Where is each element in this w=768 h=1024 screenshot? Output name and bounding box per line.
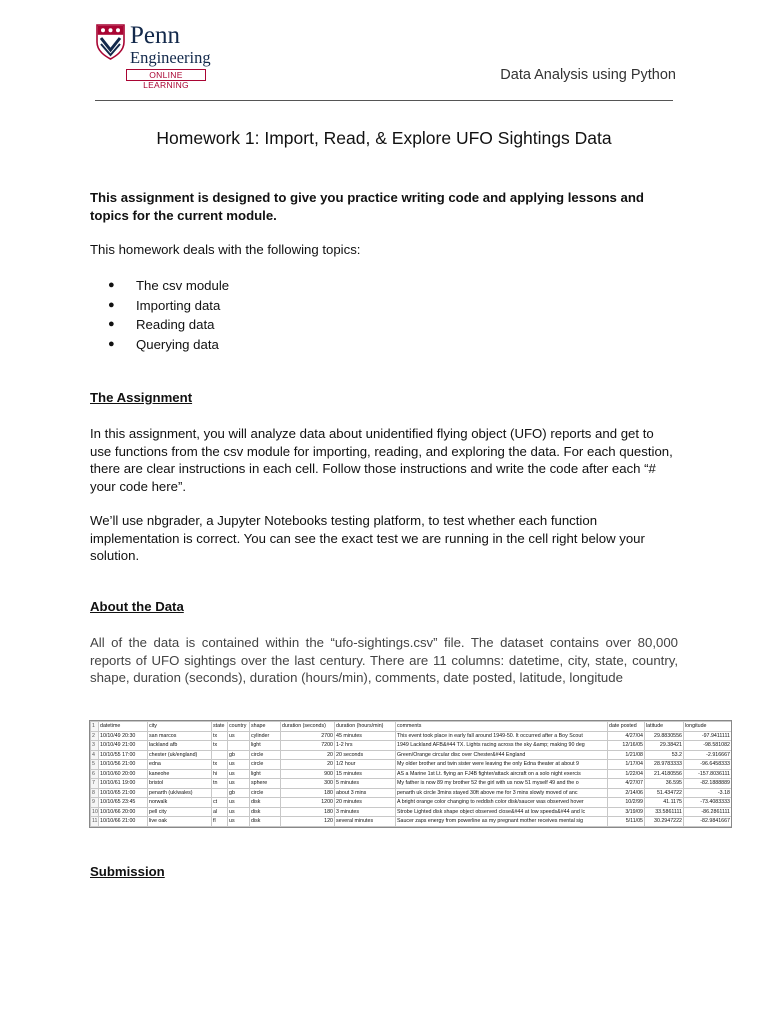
table-cell: fl	[212, 817, 228, 827]
table-cell: us	[228, 731, 250, 741]
table-cell: about 3 mins	[335, 788, 396, 798]
table-cell: us	[228, 817, 250, 827]
table-row	[91, 798, 732, 808]
table-cell: 1949 Lackland AFB&#44 TX. Lights racing across the sky &amp; making 90 deg	[396, 741, 608, 751]
table-cell: 10/2/99	[608, 798, 645, 808]
header-cell: longitude	[684, 722, 732, 732]
header-divider	[95, 100, 673, 101]
table-cell: 1200	[281, 798, 335, 808]
table-cell: 4/27/07	[608, 779, 645, 789]
table-cell: norwalk	[148, 798, 212, 808]
header-cell: shape	[250, 722, 281, 732]
table-row	[91, 731, 732, 741]
table-cell: gb	[228, 750, 250, 760]
table-cell: tx	[212, 731, 228, 741]
table-cell: 300	[281, 779, 335, 789]
row-number-cell: 9	[91, 798, 99, 808]
header-cell: comments	[396, 722, 608, 732]
table-cell: -97.9411111	[684, 731, 732, 741]
data-table	[90, 721, 732, 827]
penn-shield-icon	[96, 24, 125, 60]
table-cell: 28.9783333	[645, 760, 684, 770]
table-body	[91, 722, 732, 827]
document-title: Homework 1: Import, Read, & Explore UFO Sightings Data	[156, 128, 612, 148]
table-cell: 1/21/08	[608, 750, 645, 760]
table-cell: lackland afb	[148, 741, 212, 751]
table-row	[91, 807, 732, 817]
table-cell: penarth uk circle 3mins stayed 30ft above me for 3 mins slowly moved of anc	[396, 788, 608, 798]
table-cell: 36.595	[645, 779, 684, 789]
table-row	[91, 788, 732, 798]
table-cell: us	[228, 798, 250, 808]
table-cell: 51.434722	[645, 788, 684, 798]
table-cell: chester (uk/england)	[148, 750, 212, 760]
row-number-cell: 7	[91, 779, 99, 789]
table-cell: This event took place in early fall around 1949-50. It occurred after a Boy Scout	[396, 731, 608, 741]
table-cell: cylinder	[250, 731, 281, 741]
table-cell: -82.1888889	[684, 779, 732, 789]
row-number-cell: 1	[91, 722, 99, 732]
table-cell: disk	[250, 807, 281, 817]
table-cell: -98.581082	[684, 741, 732, 751]
table-cell: live oak	[148, 817, 212, 827]
topics-lead: This homework deals with the following topics:	[90, 242, 361, 257]
table-cell	[212, 788, 228, 798]
table-cell: 2/14/06	[608, 788, 645, 798]
table-cell: 1/17/04	[608, 760, 645, 770]
table-cell: 30.2947222	[645, 817, 684, 827]
table-cell: tx	[212, 741, 228, 751]
table-cell: disk	[250, 817, 281, 827]
table-cell: My father is now 89 my brother 52 the girl with us now 51 myself 49 and the o	[396, 779, 608, 789]
assignment-paragraph-2: We’ll use nbgrader, a Jupyter Notebooks testing platform, to test whether each function implementation is correct. You can see the exact test we are running in the cell right below your solution.	[90, 513, 645, 563]
table-cell: 3 minutes	[335, 807, 396, 817]
table-cell: several minutes	[335, 817, 396, 827]
row-number-cell: 4	[91, 750, 99, 760]
table-cell: circle	[250, 760, 281, 770]
table-cell: A bright orange color changing to reddish color disk/saucer was observed hover	[396, 798, 608, 808]
ufo-data-spreadsheet-image	[89, 720, 732, 828]
table-cell: -2.916667	[684, 750, 732, 760]
table-cell: 10/10/49 21:00	[99, 741, 148, 751]
table-cell: san marcos	[148, 731, 212, 741]
logo-engineering-text: Engineering	[130, 48, 211, 67]
table-cell: 10/10/49 20:30	[99, 731, 148, 741]
table-cell: gb	[228, 788, 250, 798]
table-cell: disk	[250, 798, 281, 808]
row-number-cell: 2	[91, 731, 99, 741]
row-number-cell: 6	[91, 769, 99, 779]
table-cell: 21.4180556	[645, 769, 684, 779]
about-data-heading: About the Data	[90, 599, 184, 614]
table-cell: 15 minutes	[335, 769, 396, 779]
table-cell: 7200	[281, 741, 335, 751]
table-row	[91, 779, 732, 789]
table-cell: Strobe Lighted disk shape object observed close&#44 at low speeds&#44 and lc	[396, 807, 608, 817]
table-cell: penarth (uk/wales)	[148, 788, 212, 798]
table-cell: -73.4083333	[684, 798, 732, 808]
table-cell: bristol	[148, 779, 212, 789]
table-cell: 53.2	[645, 750, 684, 760]
table-cell: -86.2861111	[684, 807, 732, 817]
intro-paragraph: This assignment is designed to give you practice writing code and applying lessons and topics for the current module.	[90, 190, 644, 223]
table-cell: us	[228, 779, 250, 789]
row-number-cell: 3	[91, 741, 99, 751]
row-number-cell: 10	[92, 808, 98, 815]
table-cell: 10/10/61 19:00	[99, 779, 148, 789]
table-row	[91, 817, 732, 827]
penn-engineering-logo	[96, 22, 216, 90]
table-cell: -157.8036111	[684, 769, 732, 779]
table-cell: circle	[250, 750, 281, 760]
table-cell: -96.6458333	[684, 760, 732, 770]
table-cell: 33.5861111	[645, 807, 684, 817]
table-cell: -3.18	[684, 788, 732, 798]
table-cell: 10/10/66 20:00	[99, 807, 148, 817]
table-cell: ct	[212, 798, 228, 808]
about-data-paragraph: All of the data is contained within the “ufo-sightings.csv” file. The dataset contains over 80,000 reports of UFO sightings over the last century. There are 11 columns: datetime, city, state, country, shape, duration (seconds), duration (hours/min), comments, date posted, latitude, longitude	[90, 635, 678, 685]
table-cell: 29.38421	[645, 741, 684, 751]
table-cell: hi	[212, 769, 228, 779]
table-cell: us	[228, 807, 250, 817]
header-cell: state	[212, 722, 228, 732]
table-cell: edna	[148, 760, 212, 770]
header-cell: duration (hours/min)	[335, 722, 396, 732]
table-cell: 4/27/04	[608, 731, 645, 741]
table-row	[91, 760, 732, 770]
list-item: ● Importing data	[108, 296, 229, 316]
assignment-heading: The Assignment	[90, 390, 193, 405]
header-cell: datetime	[99, 722, 148, 732]
table-cell: pell city	[148, 807, 212, 817]
table-cell: 180	[281, 807, 335, 817]
table-cell	[228, 741, 250, 751]
table-cell: AS a Marine 1st Lt. flying an FJ4B fighter/attack aircraft on a solo night exercis	[396, 769, 608, 779]
table-cell: 10/10/65 23:45	[99, 798, 148, 808]
table-cell: 2700	[281, 731, 335, 741]
table-cell: 180	[281, 788, 335, 798]
table-cell: Saucer zaps energy from powerline as my pregnant mother receives mental sig	[396, 817, 608, 827]
header-cell: date posted	[608, 722, 645, 732]
table-cell: 20 minutes	[335, 798, 396, 808]
topics-list	[108, 276, 229, 354]
table-cell: 10/10/66 21:00	[99, 817, 148, 827]
table-cell	[212, 750, 228, 760]
table-cell: us	[228, 769, 250, 779]
table-cell: tx	[212, 760, 228, 770]
table-cell: us	[228, 760, 250, 770]
table-cell: Green/Orange circular disc over Chester&#44 England	[396, 750, 608, 760]
header-cell: duration (seconds)	[281, 722, 335, 732]
table-cell: 5 minutes	[335, 779, 396, 789]
submission-heading: Submission	[90, 864, 165, 879]
course-title: Data Analysis using Python	[500, 67, 676, 83]
table-cell: 5/11/05	[608, 817, 645, 827]
table-cell: 20	[281, 760, 335, 770]
table-cell: 1/2 hour	[335, 760, 396, 770]
table-cell: circle	[250, 788, 281, 798]
table-cell: tn	[212, 779, 228, 789]
table-cell: 29.8830556	[645, 731, 684, 741]
table-cell: light	[250, 769, 281, 779]
header-cell: city	[148, 722, 212, 732]
table-cell: 120	[281, 817, 335, 827]
list-item: ● The csv module	[108, 276, 229, 296]
table-cell: 10/10/56 21:00	[99, 760, 148, 770]
table-cell: 12/16/05	[608, 741, 645, 751]
list-item: ● Querying data	[108, 335, 229, 355]
table-cell: 20 seconds	[335, 750, 396, 760]
table-cell: 900	[281, 769, 335, 779]
logo-online-learning-text: ONLINE LEARNING	[126, 69, 206, 81]
table-cell: 10/10/65 21:00	[99, 788, 148, 798]
table-cell: 10/10/55 17:00	[99, 750, 148, 760]
table-header-row	[91, 722, 732, 732]
table-cell: 10/10/60 20:00	[99, 769, 148, 779]
table-row	[91, 741, 732, 751]
table-cell: 3/19/09	[608, 807, 645, 817]
logo-penn-text: Penn	[130, 22, 180, 49]
table-cell: 20	[281, 750, 335, 760]
row-number-cell: 5	[91, 760, 99, 770]
table-row	[91, 750, 732, 760]
header-cell: latitude	[645, 722, 684, 732]
table-row	[91, 769, 732, 779]
table-cell: 41.1175	[645, 798, 684, 808]
table-cell: 45 minutes	[335, 731, 396, 741]
table-cell: My older brother and twin sister were leaving the only Edna theater at about 9	[396, 760, 608, 770]
table-cell: light	[250, 741, 281, 751]
table-cell: kaneohe	[148, 769, 212, 779]
table-cell: al	[212, 807, 228, 817]
header-cell: country	[228, 722, 250, 732]
assignment-paragraph-1: In this assignment, you will analyze data about unidentified flying object (UFO) reports and get to use functions from the csv module for importing, reading, and exploring the data. For each question, there are clear instructions in each cell. Follow those instructions and write the code after each “# your code here”.	[90, 426, 673, 494]
table-cell: 1-2 hrs	[335, 741, 396, 751]
table-cell: -82.9841667	[684, 817, 732, 827]
row-number-cell: 11	[92, 818, 98, 825]
table-cell: sphere	[250, 779, 281, 789]
list-item: ● Reading data	[108, 315, 229, 335]
table-cell: 1/22/04	[608, 769, 645, 779]
row-number-cell: 8	[91, 788, 99, 798]
